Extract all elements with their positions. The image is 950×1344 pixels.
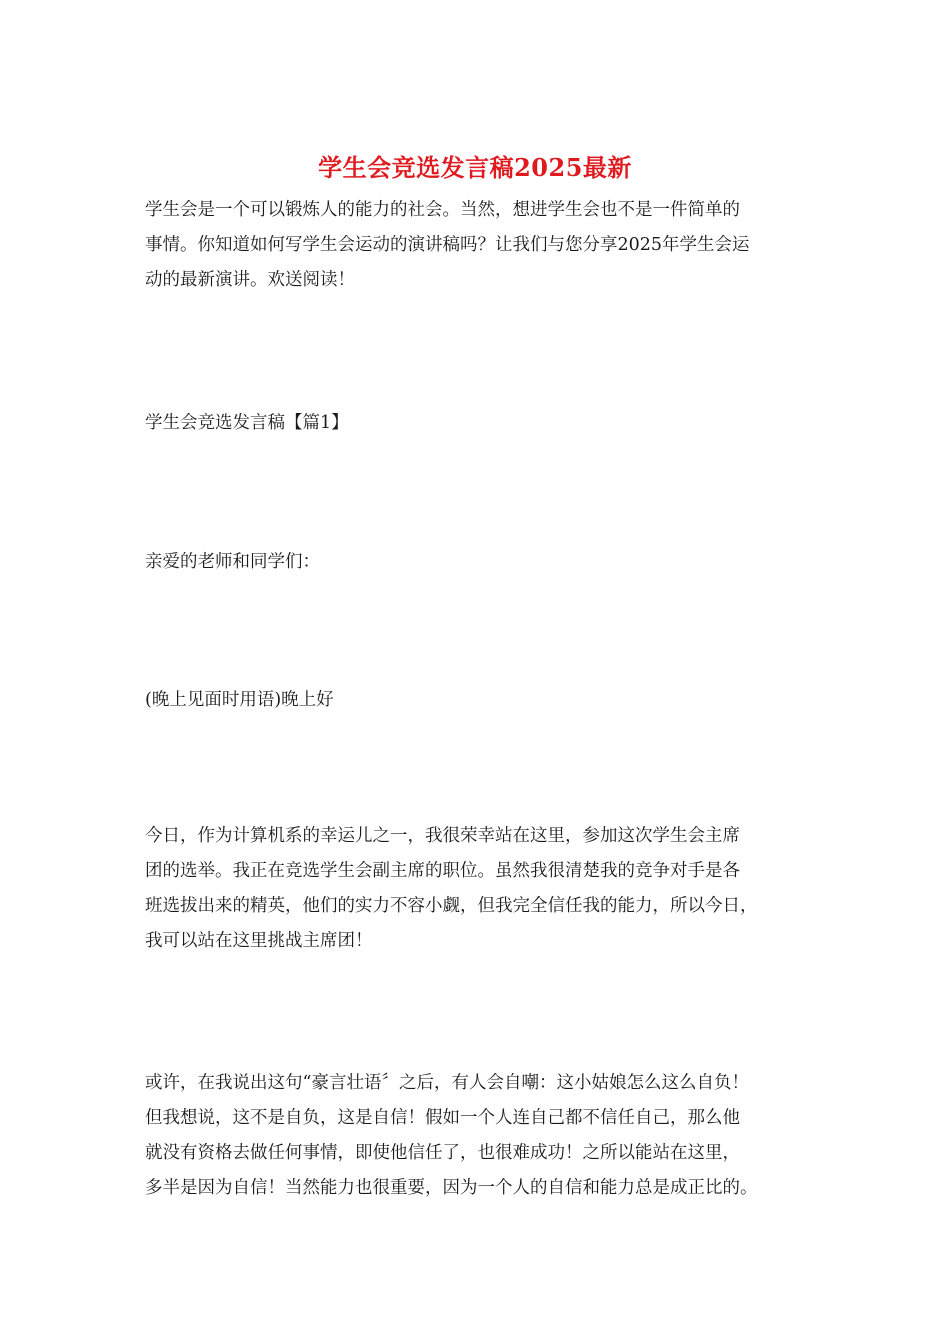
document-title: 学生会竞选发言稿2025最新 [318, 153, 632, 182]
body-paragraph-1 [145, 819, 810, 959]
greeting-paragraph [145, 545, 810, 580]
intro-line: 学生会是一个可以锻炼人的能力的社会。当然，想进学生会也不是一件简单的 [145, 200, 740, 220]
section-heading [145, 406, 810, 441]
intro-line: 动的最新演讲。欢送阅读！ [145, 270, 355, 290]
body-line: 团的选举。我正在竞选学生会副主席的职位。虽然我很清楚我的竞争对手是各 [145, 861, 740, 881]
body-line: 但我想说，这不是自负，这是自信！假如一个人连自己都不信任自己，那么他 [145, 1108, 740, 1128]
evening-note-text: (晚上见面时用语)晚上好 [145, 690, 334, 710]
greeting-text: 亲爱的老师和同学们： [145, 552, 320, 572]
body-line: 我可以站在这里挑战主席团！ [145, 931, 373, 951]
body-line: 多半是因为自信！当然能力也很重要，因为一个人的自信和能力总是成正比的。 [145, 1178, 758, 1198]
body-line: 或许，在我说出这句“豪言壮语〞之后，有人会自嘲：这小姑娘怎么这么自负！ [145, 1073, 749, 1093]
body-paragraph-2 [145, 1066, 810, 1206]
intro-line: 事情。你知道如何写学生会运动的演讲稿吗？让我们与您分享2025年学生会运 [145, 235, 750, 255]
evening-note-paragraph [145, 683, 810, 718]
body-line: 就没有资格去做任何事情，即使他信任了，也很难成功！之所以能站在这里， [145, 1143, 740, 1163]
section-heading-text: 学生会竞选发言稿【篇1】 [145, 413, 349, 433]
body-line: 今日，作为计算机系的幸运儿之一，我很荣幸站在这里，参加这次学生会主席 [145, 826, 740, 846]
body-line: 班选拔出来的精英，他们的实力不容小觑，但我完全信任我的能力，所以今日， [145, 896, 758, 916]
intro-paragraph [145, 193, 810, 298]
